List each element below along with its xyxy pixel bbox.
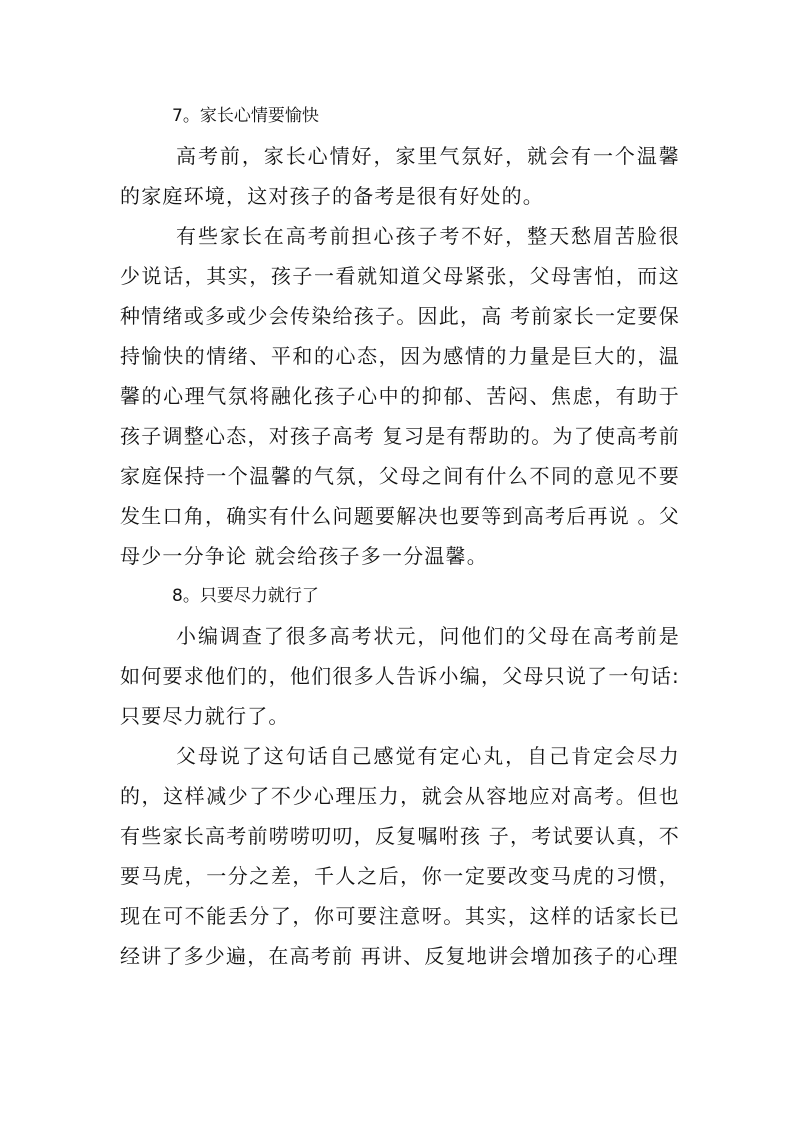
- document-page: [120, 96, 680, 976]
- paragraph-7-2: 有些家长在高考前担心孩子考不好，整天愁眉苦脸很少说话，其实，孩子一看就知道父母紧张，父母害怕，而这种情绪或多或少会传染给孩子。因此，高 考前家长一定要保持愉快的情绪、平和的心态，因为感情的力量是巨大的，温馨的心理气氛将融化孩子心中的抑郁、苦闷、焦虑，有助于孩子调整心态，对孩子高考 复习是有帮助的。为了使高考前家庭保持一个温馨的气氛，父母之间有什么不同的意见不要发生口角，确实有什么问题要解决也要等到高考后再说 。父母少一分争论 就会给孩子多一分温馨。: [120, 224, 680, 568]
- paragraph-8-2: 父母说了这句话自己感觉有定心丸，自己肯定会尽力的，这样减少了不少心理压力，就会从容地应对高考。但也有些家长高考前唠唠叨叨，反复嘱咐孩 子，考试要认真，不要马虎，一分之差，千人之后，你一定要改变马虎的习惯，现在可不能丢分了，你可要注意呀。其实，这样的话家长已经讲了多少遍，在高考前 再讲、反复地讲会增加孩子的心理: [120, 744, 680, 968]
- paragraph-8-1: 小编调查了很多高考状元，问他们的父母在高考前是如何要求他们的，他们很多人告诉小编，父母只说了一句话:只要尽力就行了。: [120, 624, 680, 728]
- paragraph-7-1: 高考前，家长心情好，家里气氛好，就会有一个温馨的家庭环境，这对孩子的备考是很有好处的。: [120, 144, 680, 208]
- section-heading-8: 8。只要尽力就行了: [172, 586, 319, 606]
- section-heading-7: 7。家长心情要愉快: [172, 106, 319, 126]
